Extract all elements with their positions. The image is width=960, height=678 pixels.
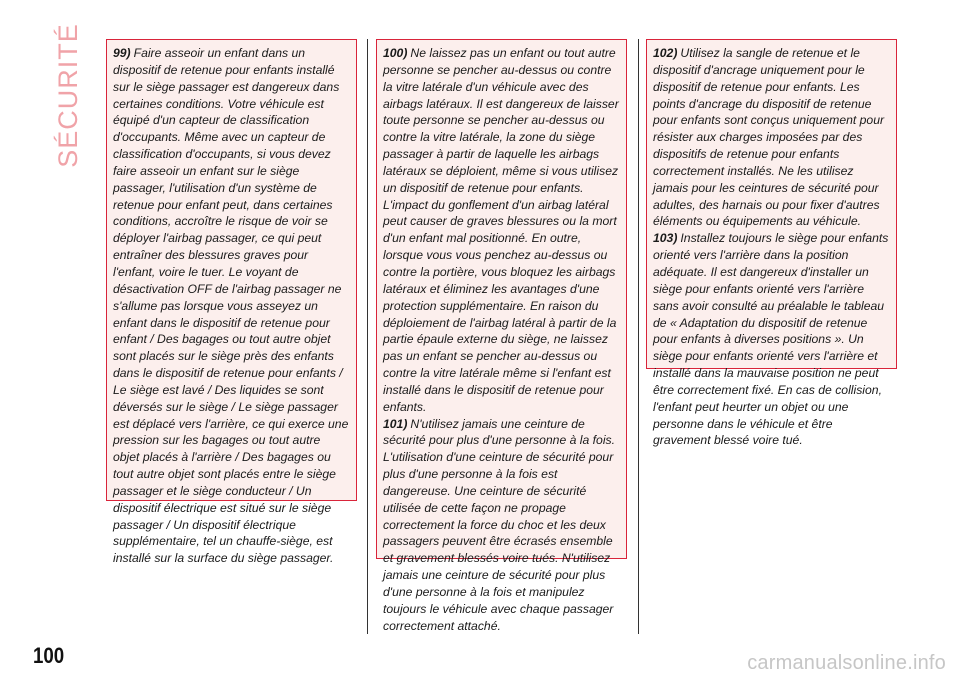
warning-text: N'utilisez jamais une ceinture de sécurité pour plus d'une personne à la fois. L'utilisation d'une ceinture de sécurité pour plus d'une personne à la fois est dangereuse. Une ceinture de sécurité utilisée de cette façon ne propage correctement la force du choc et les deux passagers peuvent être écrasés ensemble et gravement blessés voire tués. N'utilisez jamais une ceinture de sécurité pour plus d'une personne à la fois et manipulez toujours le véhicule avec chaque passager correctement attaché. [383,416,616,633]
warning-box [646,39,897,448]
warning-text: Ne laissez pas un enfant ou tout autre personne se pencher au-dessus ou contre la vitre latérale d'un véhicule avec des airbags latéraux. Il est dangereux de laisser toute personne se pencher au-dessus ou contre la vitre latérale, la zone du siège passager à partir de laquelle les airbags latéraux se déploient, même si vous utilisez un dispositif de retenue pour enfants. L'impact du gonflement d'un airbag latéral peut causer de graves blessures ou la mort d'un enfant mal positionné. En outre, lorsque vous vous penchez au-dessus ou contre la portière, vous bloquez les airbags latéraux et éliminez les avantages d'une protection supplémentaire. En raison du déploiement de l'airbag latéral à partir de la partie épaule externe du siège, ne laissez pas un enfant se pencher au-dessus ou contre la vitre latérale même si l'enfant est installé dans le dispositif de retenue pour enfants. [383,46,619,414]
column-divider [367,39,368,634]
warning-text: Installez toujours le siège pour enfants orienté vers l'arrière dans la position adéquate. Il est dangereux d'installer un siège pour enfants orienté vers l'arrière sans avoir consulté au préalable le tableau de « Adaptation du dispositif de retenue pour enfants à diverses positions ». Un siège pour enfants orienté vers l'arrière et installé dans la mauvaise position ne peut être correctement fixé. En cas de collision, l'enfant peut heurter un objet ou une personne dans le véhicule et être gravement blessé voire tué. [653,231,889,448]
warning-paragraph [383,416,620,635]
warning-paragraph [113,45,350,567]
section-label-text: SÉCURITÉ [52,22,83,168]
warning-number: 102) [653,46,678,60]
warning-text: Utilisez la sangle de retenue et le dispositif d'ancrage uniquement pour le dispositif de retenue pour enfants. Les points d'ancrage du dispositif de retenue pour enfants sont conçus uniquement pour résister aux charges imposées par des dispositifs de retenue pour enfants correctement installés. Ne les utilisez jamais pour les ceintures de sécurité pour adultes, des harnais ou pour fixer d'autres éléments ou équipements au véhicule. [653,46,885,229]
warning-text: Faire asseoir un enfant dans un dispositif de retenue pour enfants installé sur le siège passager est dangereux dans certaines conditions. Votre véhicule est équipé d'un capteur de classification d'occupants. Même avec un capteur de classification d'occupants, si vous devez faire asseoir un enfant sur le siège passager, l'utilisation d'un système de retenue pour enfant peut, dans certaines conditions, accroître le risque de voir se déployer l'airbag passager, ce qui peut entraîner des blessures graves pour l'enfant, voire le tuer. Le voyant de désactivation OFF de l'airbag passager ne s'allume pas lorsque vous asseyez un enfant dans le dispositif de retenue pour enfant / Des bagages ou tout autre objet sont placés sur le siège près des enfants dans le dispositif de retenue pour enfants / Le siège est lavé / Des liquides se sont déversés sur le siège / Le siège passager est déplacé vers l'arrière, ce qui exerce une pression sur les bagages ou tout autre objet placés à l'arrière / Des bagages ou tout autre objet sont placés entre le siège passager et le siège conducteur / Un dispositif électrique est situé sur le siège passager / Un dispositif électrique supplémentaire, tel un chauffe-siège, est installé sur la surface du siège passager. [113,46,349,566]
page-number: 100 [33,643,65,668]
warning-box [376,39,627,633]
warning-paragraph [653,230,890,449]
column-divider [638,39,639,634]
warning-number: 99) [113,46,131,60]
warning-number: 101) [383,416,408,431]
warning-number: 103) [653,231,678,246]
warning-box [106,39,357,566]
warning-number: 100) [383,46,408,60]
section-label [50,20,86,170]
warning-paragraph [653,45,890,230]
watermark: carmanualsonline.info [747,652,946,674]
warning-paragraph [383,45,620,416]
